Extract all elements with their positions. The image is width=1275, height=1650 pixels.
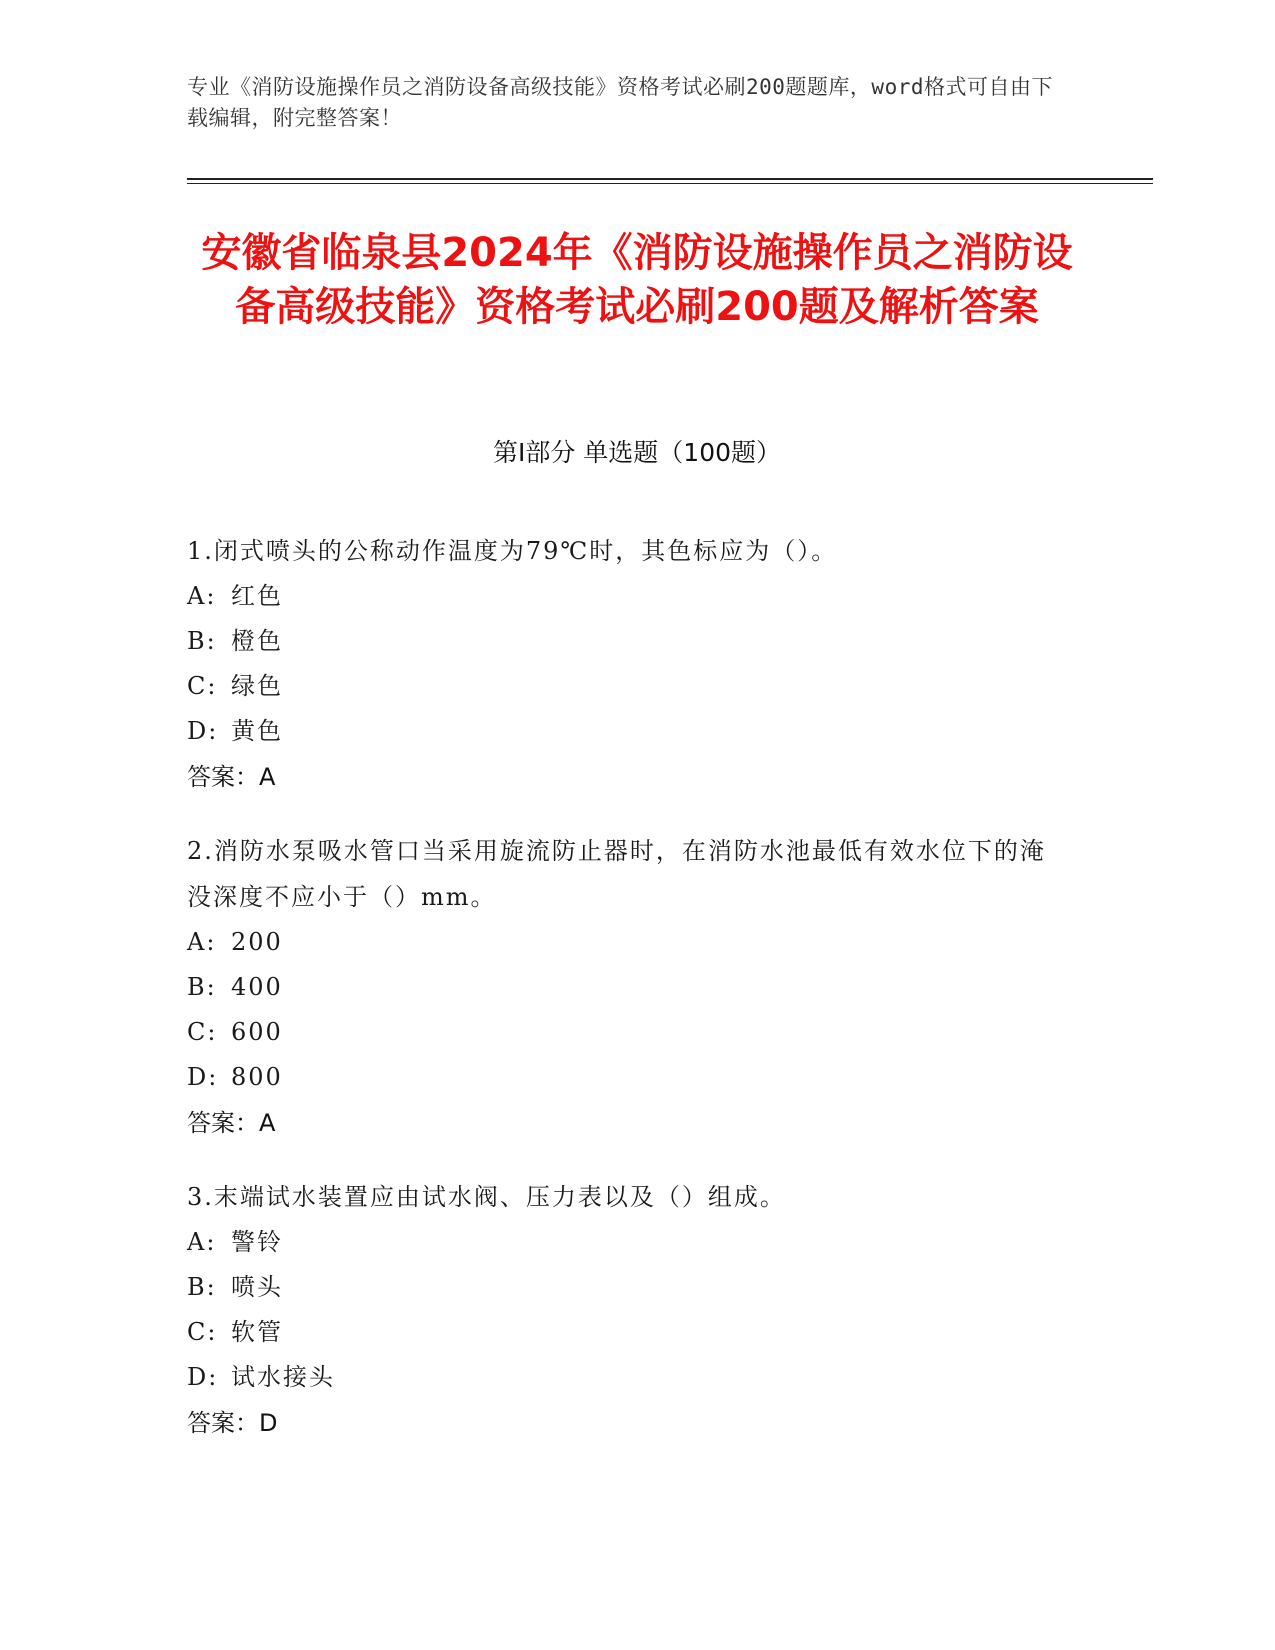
option-text: 软管 [231, 1318, 283, 1346]
option-a [187, 920, 1067, 965]
option-text: 800 [231, 1063, 283, 1091]
option-letter: D: [187, 1363, 219, 1391]
option-text: 400 [231, 973, 283, 1001]
option-b [187, 619, 1067, 664]
option-text: 警铃 [231, 1228, 283, 1256]
option-b [187, 965, 1067, 1010]
option-c [187, 1310, 1067, 1355]
option-text: 200 [231, 928, 283, 956]
option-text: 喷头 [231, 1273, 283, 1301]
question-1 [187, 528, 1067, 800]
option-d [187, 1355, 1067, 1400]
option-a [187, 574, 1067, 619]
question-stem: 1.闭式喷头的公称动作温度为79℃时，其色标应为（）。 [187, 537, 838, 565]
answer-line: 答案：A [187, 1109, 276, 1137]
question-list [187, 528, 1067, 1474]
header-rule-thick [187, 178, 1153, 180]
option-text: 橙色 [231, 627, 283, 655]
option-text: 红色 [231, 582, 283, 610]
answer-line: 答案：A [187, 763, 276, 791]
option-b [187, 1265, 1067, 1310]
question-2 [187, 828, 1067, 1146]
option-c [187, 664, 1067, 709]
option-letter: A: [187, 582, 217, 610]
header-rule-thin [187, 183, 1153, 184]
option-d [187, 1055, 1067, 1100]
option-text: 试水接头 [231, 1363, 335, 1391]
option-letter: B: [187, 627, 217, 655]
answer-line: 答案：D [187, 1409, 278, 1437]
option-letter: A: [187, 928, 217, 956]
option-text: 黄色 [231, 717, 283, 745]
option-letter: C: [187, 1318, 218, 1346]
option-letter: B: [187, 973, 217, 1001]
option-d [187, 709, 1067, 754]
question-stem: 3.末端试水装置应由试水阀、压力表以及（）组成。 [187, 1183, 786, 1211]
option-letter: C: [187, 672, 218, 700]
document-title: 安徽省临泉县2024年《消防设施操作员之消防设备高级技能》资格考试必刷200题及解析答案 [201, 230, 1073, 330]
option-letter: A: [187, 1228, 217, 1256]
option-text: 600 [231, 1018, 283, 1046]
question-stem: 2.消防水泵吸水管口当采用旋流防止器时，在消防水池最低有效水位下的淹没深度不应小于（）mm。 [187, 837, 1046, 911]
question-3 [187, 1174, 1067, 1446]
option-letter: B: [187, 1273, 217, 1301]
header-note: 专业《消防设施操作员之消防设备高级技能》资格考试必刷200题题库，word格式可自由下载编辑，附完整答案！ [187, 75, 1053, 130]
option-text: 绿色 [231, 672, 283, 700]
option-c [187, 1010, 1067, 1055]
option-a [187, 1220, 1067, 1265]
option-letter: D: [187, 717, 219, 745]
option-letter: D: [187, 1063, 219, 1091]
section-title: 第Ⅰ部分 单选题（100题） [492, 438, 782, 467]
option-letter: C: [187, 1018, 218, 1046]
